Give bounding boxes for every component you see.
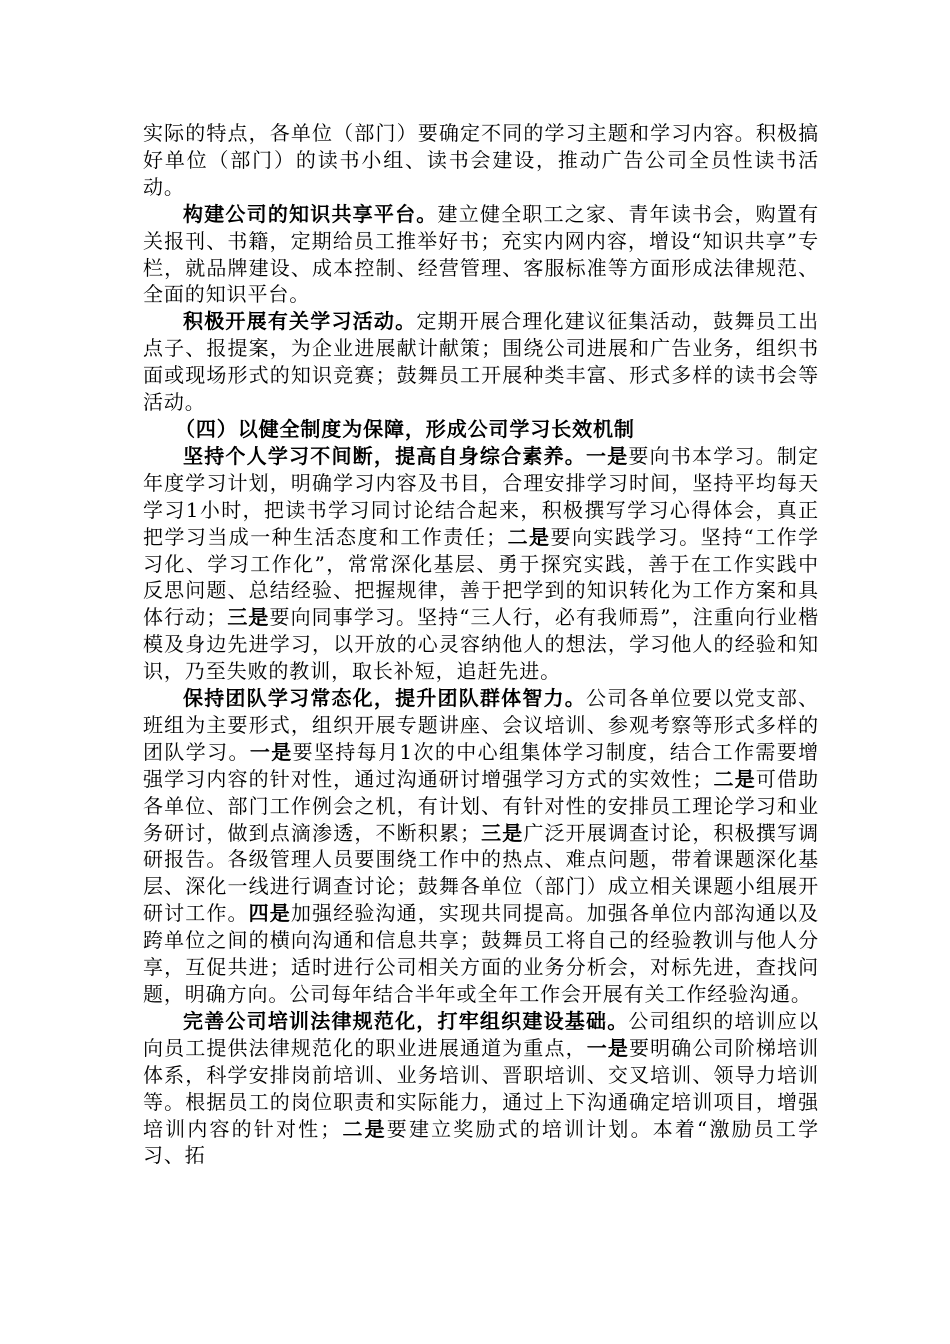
marker-second: 二是 [341,1116,387,1141]
paragraph-5-lead: 坚持个人学习不间断，提高自身综合素养。 [183,443,586,468]
paragraph-1-text: 实际的特点，各单位（部门）要确定不同的学习主题和学习内容。积极搞好单位（部门）的读书小组、读书会建设，推动广告公司全员性读书活动。 [143,121,819,199]
marker-fourth: 四是 [248,901,291,926]
paragraph-7-lead: 完善公司培训法律规范化，打牢组织建设基础。 [183,1008,629,1033]
paragraph-7-text-2: 要建立奖励式的培训计划。本着“激励员工学习、拓 [143,1116,819,1168]
paragraph-6-text-1: 要坚持每月1次的中心组集体学习制度，结合工作需要增强学习内容的针对性，通过沟通研讨增强学习方式的实效性； [143,739,819,791]
paragraph-5-text-3: 要向同事学习。坚持“三人行，必有我师焉”，注重向行业楷模及身边先进学习，以开放的心灵容纳他人的想法，学习他人的经验和知识，乃至失败的教训，取长补短，追赶先进。 [143,605,819,684]
paragraph-6-text-3: 广泛开展调查讨论，积极撰写调研报告。各级管理人员要围绕工作中的热点、难点问题，带着课题深化基层、深化一线进行调查讨论；鼓舞各单位（部门）成立相关课题小组展开研讨工作。 [143,820,819,926]
paragraph-7-text-0: 公司组织的培训应以向员工提供法律规范化的职业进展通道为重点， [143,1008,819,1060]
paragraph-5-text-1: 要向书本学习。制定年度学习计划，明确学习内容及书目，合理安排学习时间，坚持平均每天学习1小时，把读书学习同讨论结合起来，积极撰写学习心得体会，真正把学习当成一种生活态度和工作责任； [143,443,819,549]
paragraph-1 [143,120,819,201]
paragraph-2-lead: 构建公司的知识共享平台。 [183,201,438,226]
marker-second: 二是 [713,766,756,791]
marker-third: 三是 [227,605,270,630]
paragraph-6 [143,685,819,1008]
paragraph-6-text-4: 加强经验沟通，实现共同提高。加强各单位内部沟通以及跨单位之间的横向沟通和信息共享；鼓舞员工将自己的经验教训与他人分享，互促共进；适时进行公司相关方面的业务分析会，对标先进，查找问题，明确方向。公司每年结合半年或全年工作会开展有关工作经验沟通。 [143,901,820,1006]
paragraph-7 [143,1008,819,1169]
paragraph-3 [143,308,819,416]
marker-first: 一是 [249,739,293,764]
paragraph-2-text: 建立健全职工之家、青年读书会，购置有关报刊、书籍，定期给员工推举好书；充实内网内容，增设“知识共享”专栏，就品牌建设、成本控制、经营管理、客服标准等方面形成法律规范、全面的知识平台。 [143,201,819,307]
paragraph-6-text-2: 可借助各单位、部门工作例会之机，有计划、有针对性的安排员工理论学习和业务研讨，做到点滴渗透，不断积累； [143,766,819,845]
paragraph-2 [143,201,819,309]
paragraph-5-text-2: 要向实践学习。坚持“工作学习化、学习工作化”，常常深化基层、勇于探究实践，善于在工作实践中反思问题、总结经验、把握规律，善于把学到的知识转化为工作方案和具体行动； [143,524,819,630]
document-page [143,120,819,1169]
paragraph-3-text: 定期开展合理化建议征集活动，鼓舞员工出点子、报提案，为企业进展献计献策；围绕公司进展和广告业务，组织书面或现场形式的知识竞赛；鼓舞员工开展种类丰富、形式多样的读书会等活动。 [143,309,819,415]
section-heading: （四）以健全制度为保障，形成公司学习长效机制 [175,416,635,441]
marker-third: 三是 [480,820,524,845]
paragraph-7-text-1: 要明确公司阶梯培训体系，科学安排岗前培训、业务培训、晋职培训、交叉培训、领导力培训等。根据员工的岗位职责和实际能力，通过上下沟通确定培训项目，增强培训内容的针对性； [143,1035,819,1141]
marker-second: 二是 [507,524,551,549]
marker-first: 一是 [585,443,629,468]
marker-first: 一是 [586,1035,630,1060]
paragraph-6-text-0: 公司各单位要以党支部、班组为主要形式，组织开展专题讲座、会议培训、参观考察等形式多样的团队学习。 [143,686,819,764]
paragraph-6-lead: 保持团队学习常态化，提升团队群体智力。 [183,686,586,711]
paragraph-5 [143,443,819,685]
paragraph-3-lead: 积极开展有关学习活动。 [183,309,417,334]
